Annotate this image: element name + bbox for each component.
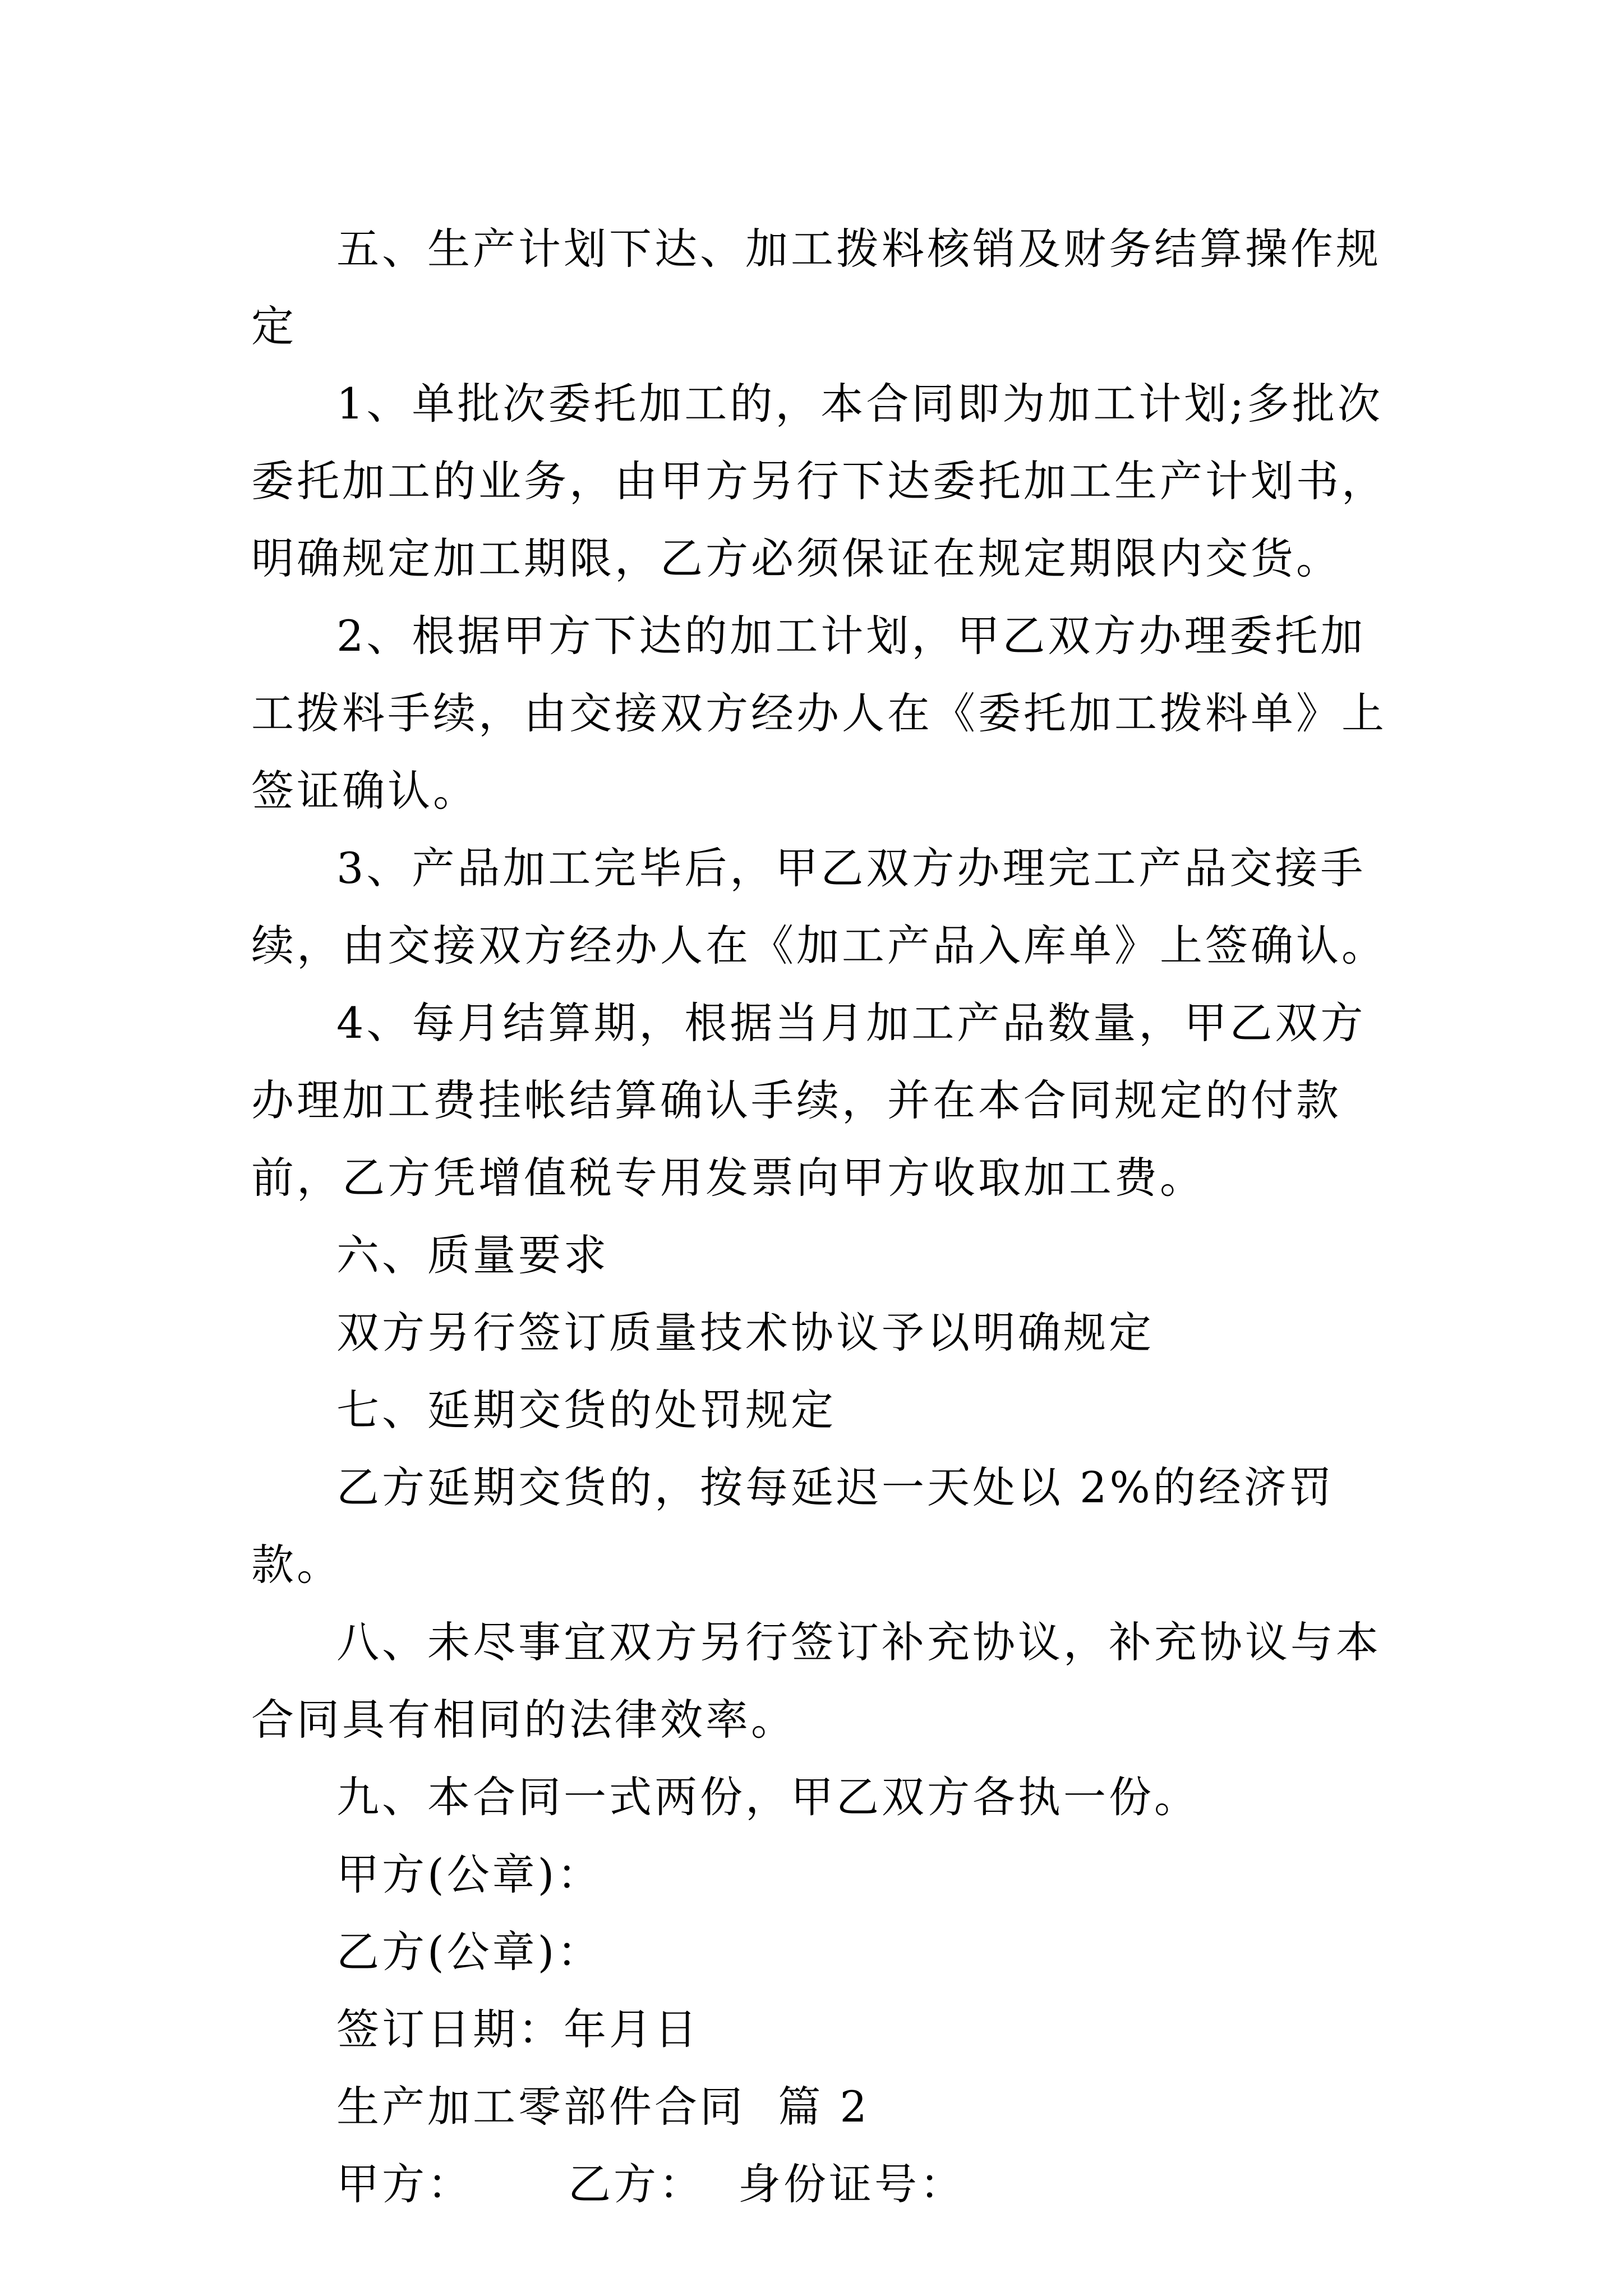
section-heading-quality: 六、质量要求	[336, 1230, 609, 1280]
document-body	[251, 210, 1390, 2223]
clause-quality-agreement: 双方另行签订质量技术协议予以明确规定	[336, 1308, 1154, 1358]
clause-single-batch-processing: 1、单批次委托加工的，本合同即为加工计划;多批次委托加工的业务，由甲方另行下达委托加工生产计划书，明确规定加工期限，乙方必须保证在规定期限内交货。	[251, 379, 1387, 583]
clause-supplementary-agreement: 八、未尽事宜双方另行签订补充协议，补充协议与本合同具有相同的法律效率。	[251, 1617, 1381, 1745]
contract-title-part-2: 生产加工零部件合同 篇 2	[336, 2082, 870, 2132]
section-heading-late-delivery: 七、延期交货的处罚规定	[336, 1385, 836, 1435]
clause-product-handover: 3、产品加工完毕后，甲乙双方办理完工产品交接手续，由交接双方经办人在《加工产品入库单》上签确认。	[251, 843, 1387, 970]
party-b-seal: 乙方(公章)：	[336, 1927, 603, 1977]
clause-late-delivery-penalty: 乙方延期交货的，按每延迟一天处以 2%的经济罚款。	[251, 1462, 1335, 1590]
party-a-seal: 甲方(公章)：	[336, 1849, 603, 1899]
section-heading-production-plan: 五、生产计划下达、加工拨料核销及财务结算操作规定	[251, 224, 1381, 351]
signature-line	[251, 2146, 1390, 2223]
id-number-label: 身份证号：	[738, 2159, 965, 2209]
clause-material-allocation: 2、根据甲方下达的加工计划，甲乙双方办理委托加工拨料手续，由交接双方经办人在《委托加工拨料单》上签证确认。	[251, 611, 1387, 816]
signing-date: 签订日期：年月日	[336, 2004, 700, 2054]
clause-monthly-settlement: 4、每月结算期，根据当月加工产品数量，甲乙双方办理加工费挂帐结算确认手续，并在本合同规定的付款前，乙方凭增值税专用发票向甲方收取加工费。	[251, 998, 1366, 1203]
party-a-label: 甲方：	[336, 2159, 473, 2209]
party-b-label: 乙方：	[568, 2159, 704, 2209]
clause-copies: 九、本合同一式两份，甲乙双方各执一份。	[336, 1772, 1200, 1822]
